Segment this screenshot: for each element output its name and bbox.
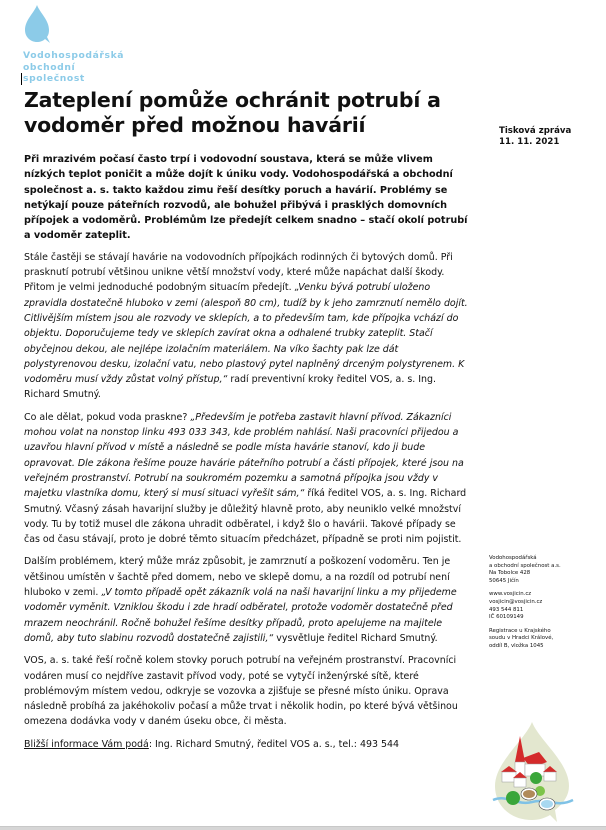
paragraph-1 xyxy=(24,250,472,403)
email: vosjicin@vosjicin.cz xyxy=(489,598,543,605)
logo-wordmark xyxy=(23,50,124,85)
tree xyxy=(506,791,520,805)
contact-label: Bližší informace Vám podá xyxy=(24,738,149,750)
house-wall xyxy=(544,772,556,781)
phone: 493 544 811 xyxy=(489,606,524,613)
press-release-meta xyxy=(499,126,571,148)
logo-line: obchodní xyxy=(23,61,76,73)
registration-block xyxy=(489,628,604,651)
contacts-block xyxy=(489,591,604,621)
address-line: 50645 Jičín xyxy=(489,577,519,584)
meter-dial xyxy=(523,790,535,798)
logo-line: společnost xyxy=(23,73,85,84)
article-title: Zateplení pomůže ochránit potrubí a vodoměr před možnou havárií xyxy=(24,88,441,137)
paragraph-text: říká ředitel VOS, a. s. Ing. Richard Smutný. Včasný zásah havarijní služby je důležitý hlavně proto, aby neuniklo velké množství vody. Tu by totiž musel dle zákona uhradit odběratel, i když šlo o havárii. Takové případy se čas od času stávají, proto je dobré těmto situacím předcházet, případně se proti nim pojistit. xyxy=(24,488,467,546)
tree xyxy=(530,772,542,784)
contact-text: : Ing. Richard Smutný, ředitel VOS a. s., tel.: 493 544 xyxy=(148,738,400,750)
text-cursor xyxy=(21,73,22,85)
quote: „V tomto případě opět zákazník volá na naši havarijní linku a my přijedeme vodoměr vyměnit. Vzniklou škodu i zde hradí odběratel, protože vodoměr dostatečně před mrazem neochránil. Ročně bohužel řešíme desítky případů, proto apelujeme na majitele domů, aby tuto slabinu rozvodů dostatečně zajistili,“ xyxy=(24,587,457,644)
registration-line: oddíl B, vložka 1045 xyxy=(489,642,544,649)
paragraph-4: VOS, a. s. také řeší ročně kolem stovky poruch potrubí na veřejném prostranství. Pracovníci vodáren musí co nejdříve zastavit přívod vody, poté se vytyčí inženýrské sítě, které problémovým místem vedou, odkryje se vozovka a zjišťuje se přesné místo úniku. Oprava následně probíhá za jakéhokoliv počasí a může trvat i několik hodin, po které bývá většinou omezena dodávka vody v daném úseku obce, či města. xyxy=(24,655,458,728)
quote: „Především je potřeba zastavit hlavní přívod. Zákazníci mohou volat na nonstop linku 493 033 343, kde problém nahlásí. Naši pracovníci přijedou a uzavřou hlavní přívod v místě a následně se podle místa havárie stanoví, kdo ji bude opravovat. Dle zákona řešíme pouze havárie páteřního potrubí a části přípojek, které jsou na veřejném prostranství. Potrubí na soukromém pozemku a samotná přípojka jsou vždy v majetku vlastníka domu, který si musí situaci vyřešit sám,“ xyxy=(24,411,464,500)
doc-type-label: Tisková zpráva xyxy=(499,126,572,136)
article-body xyxy=(24,152,472,759)
meter-dial xyxy=(541,800,553,808)
house-wall xyxy=(514,778,526,787)
lead-paragraph: Při mrazivém počasí často trpí i vodovodní soustava, která se může vlivem nízkých teplot poničit a může dojít k úniku vody. Vodohospodářská a obchodní společnost a. s. takto každou zimu řeší desítky poruch a havárií. Problémy se netýkají pouze páteřních rozvodů, ale bohužel přibývá i prasklých domovních přípojek a vodoměrů. Problémům lze předejít celkem snadno – stačí okolí potrubí a vodoměr zateplit. xyxy=(24,154,468,242)
paragraph-text: Stále častěji se stávají havárie na vodovodních přípojkách rodinných či bytových domů. Při prasknutí potrubí většinou unikne větší množství vody, které může napáchat další škody. Přitom je velmi jednoduché podobným situacím předejít. xyxy=(24,251,453,294)
water-drop-icon xyxy=(22,4,52,44)
quote: „Venku bývá potrubí uloženo zpravidla dostatečně hluboko v zemi (alespoň 80 cm), tudíž by k jeho zamrznutí nemělo dojít. Citlivějším místem jsou ale rozvody ve sklepích, a to především tam, kde přípojka vchází do objektu. Doporučujeme tedy ve sklepích zavírat okna a odhalené trubky zateplit. Stačí obyčejnou dekou, ale nejlépe izolačním materiálem. Na víko šachty pak lze dát polystyrenovou desku, izolační vatu, nebo plastový pytel naplněný drceným polystyrenem. K vodoměru musí vždy zůstat volný přístup,“ xyxy=(24,282,468,386)
page-bottom-edge xyxy=(0,826,606,830)
paragraph-3 xyxy=(24,554,472,646)
paragraph-text: Co ale dělat, pokud voda praskne? xyxy=(24,411,191,423)
address-line: a obchodní společnost a.s. xyxy=(489,562,561,569)
paragraph-2 xyxy=(24,410,472,548)
logo-line: Vodohospodářská xyxy=(23,50,125,61)
address-block xyxy=(489,555,604,585)
release-date: 11. 11. 2021 xyxy=(499,137,560,147)
address-line: Vodohospodářská xyxy=(489,555,537,561)
sidebar-company-info xyxy=(489,555,604,657)
company-id: IČ 60109149 xyxy=(489,614,524,621)
website: www.vosjicin.cz xyxy=(489,591,532,598)
village-drop-illustration xyxy=(487,720,577,824)
paragraph-text: vysvětluje ředitel Richard Smutný. xyxy=(273,632,438,644)
registration-line: soudu v Hradci Králové, xyxy=(489,635,554,642)
paragraph-text: Dalším problémem, který může mráz způsobit, je zamrznutí a poškození vodoměru. Ten je většinou umístěn v šachtě před domem, nebo ve sklepě domu, a na rozdíl od potrubí není hluboko v zemi. xyxy=(24,556,451,599)
contact-line xyxy=(24,737,472,752)
registration-line: Registrace u Krajského xyxy=(489,627,551,634)
paragraph-text: radí preventivní kroky ředitel VOS, a. s. Ing. Richard Smutný. xyxy=(24,374,437,401)
address-line: Na Tobolce 428 xyxy=(489,570,531,577)
